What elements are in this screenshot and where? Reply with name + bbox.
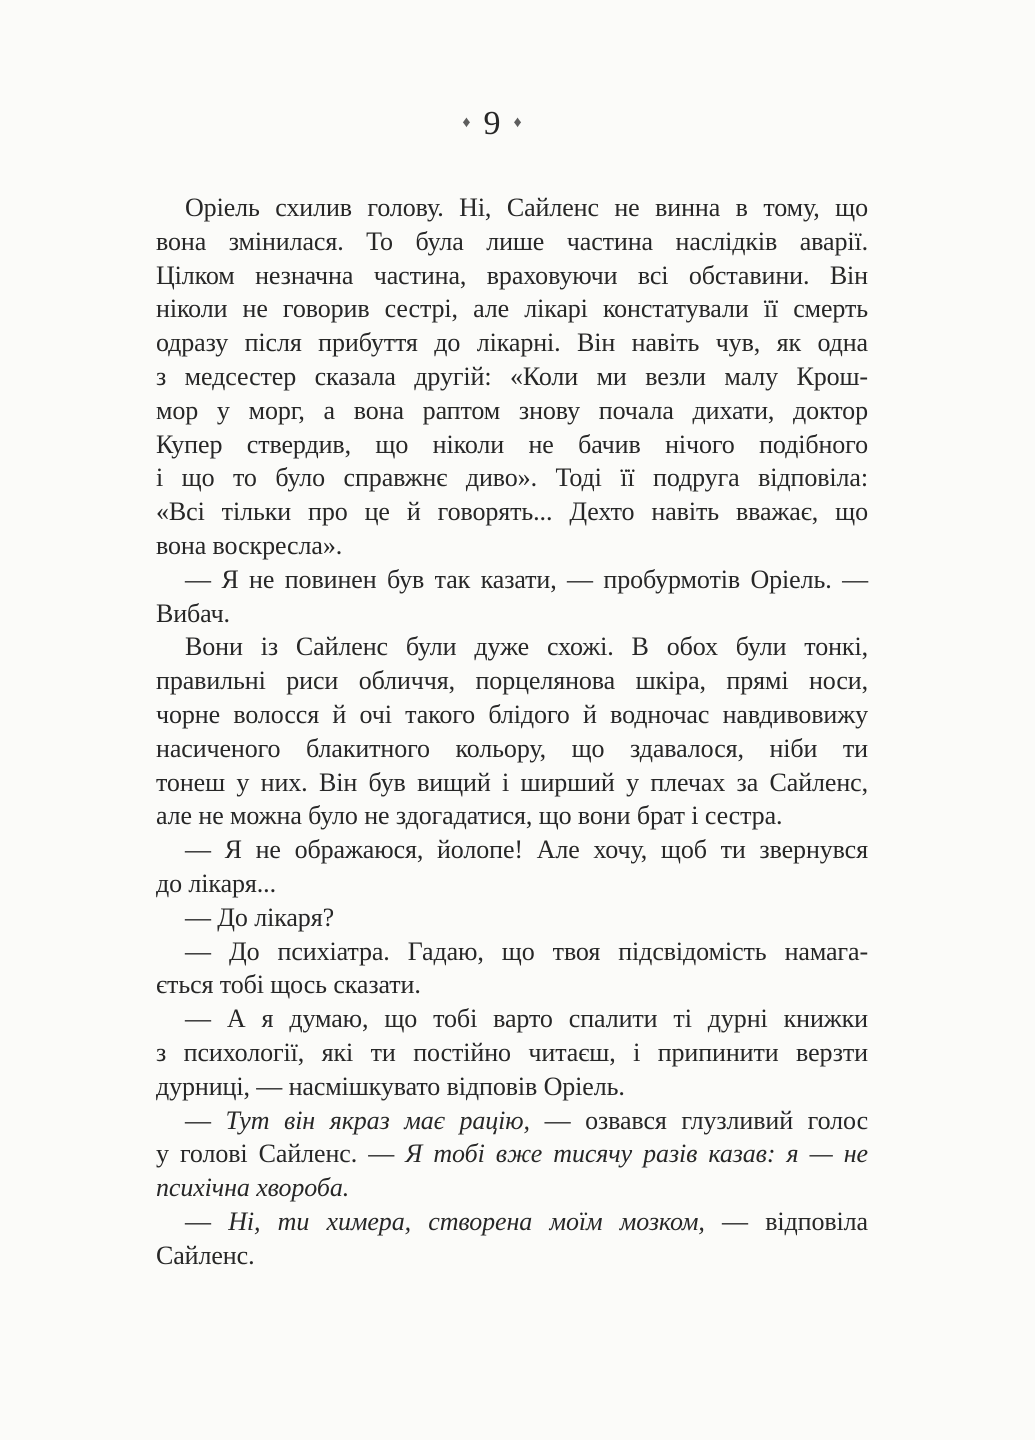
text-segment: — До лікаря? <box>185 902 335 932</box>
diamond-ornament-left-icon: ♦ <box>462 114 471 131</box>
text-line <box>156 1104 868 1138</box>
text-line <box>156 935 868 969</box>
paragraph <box>156 191 868 563</box>
text-segment: — відповіла <box>704 1206 868 1236</box>
text-segment: — До психіатра. Гадаю, що твоя підсвідомість намага- <box>185 936 868 966</box>
italic-text-segment: Тут він якраз має рацію, <box>225 1105 530 1135</box>
text-segment: у голові Сайленс. — <box>156 1139 406 1169</box>
text-segment: і що то було справжнє диво». Тоді її подруга відповіла: <box>156 463 868 493</box>
text-segment: ніколи не говорив сестрі, але лікарі констатували її смерть <box>156 294 868 324</box>
text-segment: — <box>185 1105 226 1135</box>
text-segment: «Всі тільки про це й говорять... Дехто навіть вважає, що <box>156 497 868 527</box>
text-segment: Оріель схилив голову. Ні, Сайленс не винна в тому, що <box>185 193 868 222</box>
text-line <box>156 1137 868 1171</box>
text-segment: але не можна було не здогадатися, що вони брат і сестра. <box>156 801 783 831</box>
text-line <box>156 191 868 225</box>
diamond-ornament-right-icon: ♦ <box>513 114 522 131</box>
text-segment: мор у морг, а вона раптом знову почала дихати, доктор <box>156 395 868 425</box>
text-segment: до лікаря... <box>156 868 276 898</box>
text-segment: чорне волосся й очі такого блідого й водночас навдивовижу <box>156 699 868 729</box>
text-line <box>156 259 868 293</box>
text-line <box>156 495 868 529</box>
paragraph <box>156 1002 868 1103</box>
text-segment: з медсестер сказала другій: «Коли ми везли малу Крош- <box>156 361 868 391</box>
paragraph <box>156 630 868 833</box>
text-segment: — <box>185 1206 229 1236</box>
text-segment: — Я не ображаюся, йолопе! Але хочу, щоб ти звернувся <box>185 835 868 865</box>
text-line <box>156 428 868 462</box>
text-line <box>156 698 868 732</box>
paragraph <box>156 1104 868 1205</box>
text-line <box>156 360 868 394</box>
page-header <box>156 103 828 150</box>
italic-text-segment: Я тобі вже тисячу разів казав: я — не <box>405 1139 868 1169</box>
text-line <box>156 597 868 631</box>
italic-text-segment: Ні, ти химера, створена моїм мозком, <box>228 1206 705 1236</box>
text-line <box>156 461 868 495</box>
paragraph <box>156 901 868 935</box>
text-line <box>156 766 868 800</box>
text-segment: тонеш у них. Він був вищий і ширший у плечах за Сайленс, <box>156 767 868 797</box>
text-line <box>156 732 868 766</box>
text-line <box>156 326 868 360</box>
text-segment: одразу після прибуття до лікарні. Він навіть чув, як одна <box>156 328 868 358</box>
text-line <box>156 799 868 833</box>
text-segment: насиченого блакитного кольору, що здавалося, ніби ти <box>156 733 868 763</box>
text-segment: дурниці, — насмішкувато відповів Оріель. <box>156 1071 625 1101</box>
text-segment: з психології, які ти постійно читаєш, і припинити верзти <box>156 1037 868 1067</box>
text-line <box>156 1036 868 1070</box>
text-line <box>156 1070 868 1104</box>
text-segment: Вони із Сайленс були дуже схожі. В обох були тонкі, <box>185 632 868 662</box>
text-line <box>156 292 868 326</box>
text-line <box>156 1205 868 1239</box>
page-body <box>156 191 868 1273</box>
text-segment: вона воскресла». <box>156 530 343 560</box>
paragraph <box>156 1205 868 1273</box>
italic-text-segment: психічна хвороба. <box>156 1173 350 1203</box>
text-line <box>156 833 868 867</box>
text-line <box>156 867 868 901</box>
text-line <box>156 1171 868 1205</box>
text-segment: ється тобі щось сказати. <box>156 970 421 1000</box>
paragraph <box>156 563 868 631</box>
text-line <box>156 563 868 597</box>
text-line <box>156 664 868 698</box>
text-segment: Вибач. <box>156 598 230 628</box>
paragraph <box>156 935 868 1003</box>
text-line <box>156 394 868 428</box>
text-segment: вона змінилася. То була лише частина наслідків аварії. <box>156 226 868 256</box>
text-segment: Купер ствердив, що ніколи не бачив нічого подібного <box>156 429 868 459</box>
page-number: 9 <box>483 105 501 142</box>
text-line <box>156 1002 868 1036</box>
text-segment: — Я не повинен був так казати, — пробурмотів Оріель. — <box>185 564 868 594</box>
text-segment: — озвався глузливий голос <box>529 1105 869 1135</box>
text-segment: Сайленс. <box>156 1240 255 1270</box>
text-segment: правильні риси обличчя, порцелянова шкіра, прямі носи, <box>156 666 868 696</box>
text-line <box>156 529 868 563</box>
text-line <box>156 225 868 259</box>
text-line <box>156 968 868 1002</box>
text-line <box>156 901 868 935</box>
paragraph <box>156 833 868 901</box>
text-segment: — А я думаю, що тобі варто спалити ті дурні книжки <box>185 1004 868 1034</box>
text-line <box>156 1239 868 1273</box>
text-segment: Цілком незначна частина, враховуючи всі обставини. Він <box>156 260 868 290</box>
text-line <box>156 630 868 664</box>
